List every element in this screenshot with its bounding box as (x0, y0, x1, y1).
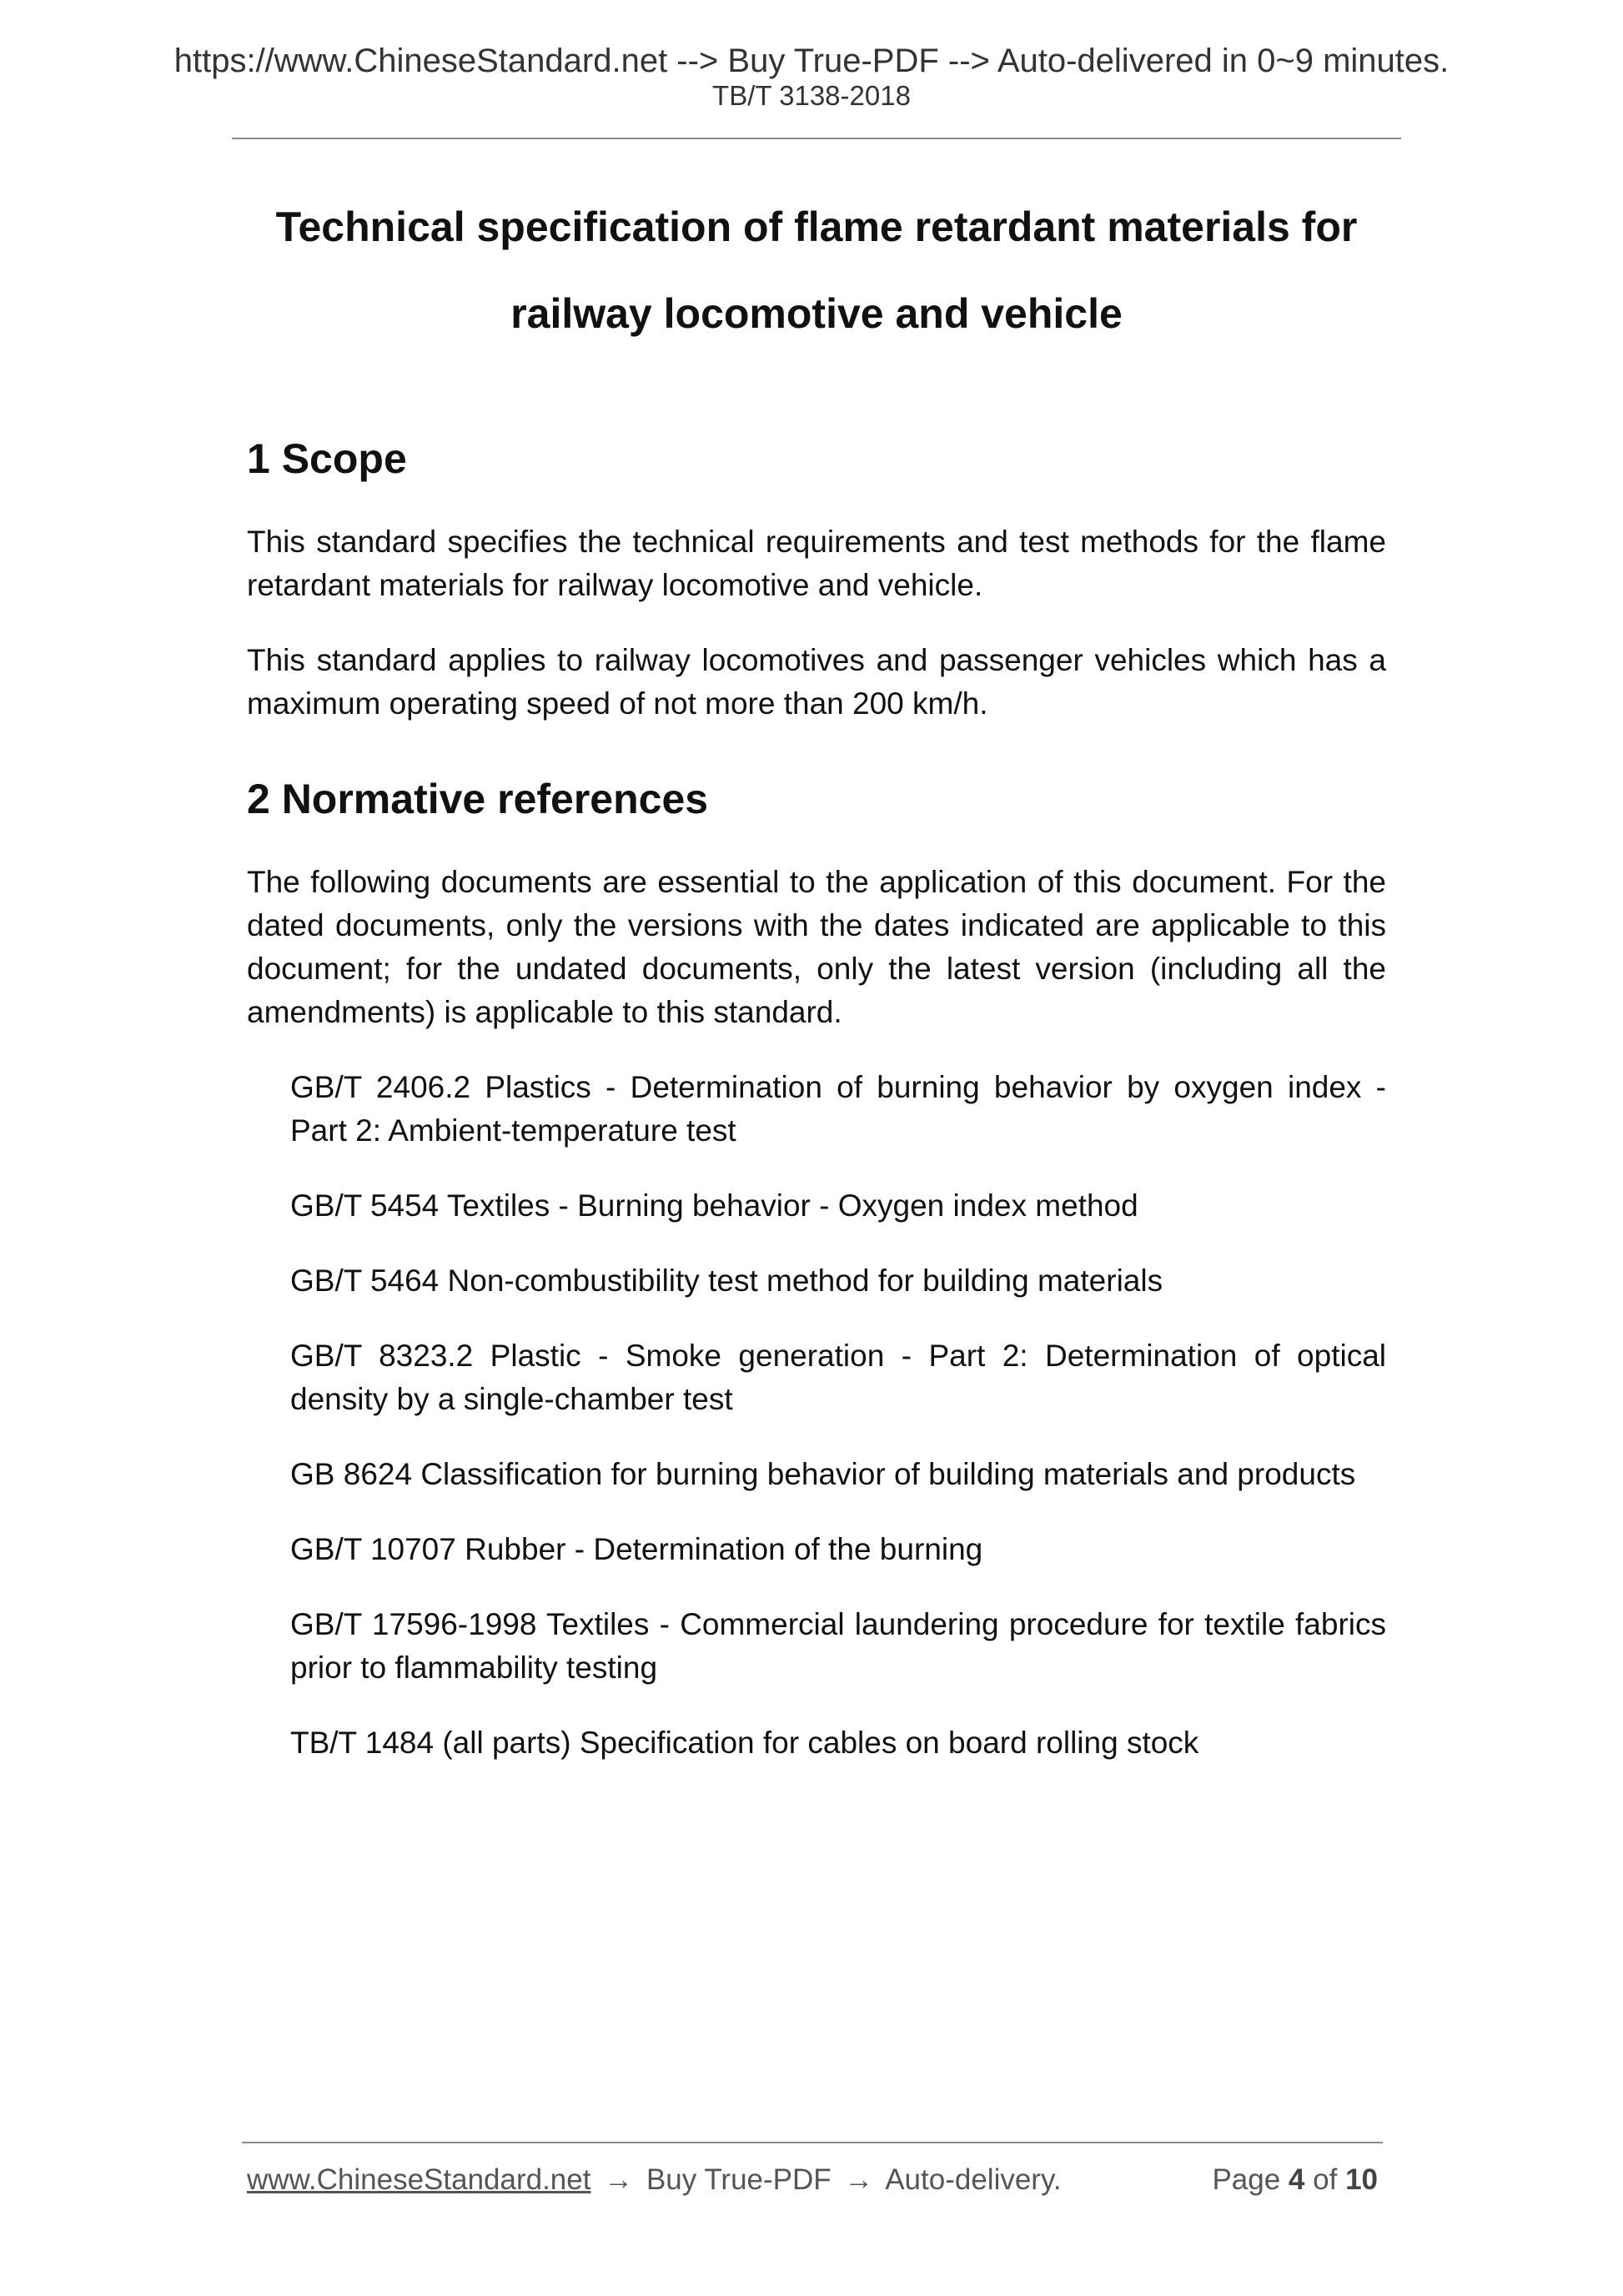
page-label: Page (1212, 2163, 1281, 2196)
arrow-right-icon: → (844, 2163, 874, 2196)
reference-item: GB 8624 Classification for burning behavior of building materials and products (290, 1457, 1356, 1491)
section-heading-normative-references: 2 Normative references (247, 776, 709, 822)
scope-paragraph-1: This standard specifies the technical requirements and test methods for the flame retardant materials for railway locomotive and vehicle. (247, 525, 1386, 602)
footer-site-link[interactable]: www.ChineseStandard.net (247, 2163, 591, 2196)
reference-item: GB/T 17596-1998 Textiles - Commercial laundering procedure for textile fabrics prior to flammability testing (290, 1607, 1386, 1685)
normative-intro-paragraph: The following documents are essential to the application of this document. For the dated documents, only the versions with the dates indicated are applicable to this document; for the undated documents, only the latest version (including all the amendments) is applicable to this standard. (247, 865, 1386, 1029)
page-number (1212, 2162, 1378, 2198)
reference-item: TB/T 1484 (all parts) Specification for cables on board rolling stock (290, 1726, 1199, 1760)
reference-item: GB/T 5454 Textiles - Burning behavior - Oxygen index method (290, 1188, 1138, 1223)
reference-item: GB/T 5464 Non-combustibility test method for building materials (290, 1264, 1163, 1298)
page-of-label: of (1313, 2163, 1338, 2196)
title-line-1: Technical specification of flame retardant materials for (275, 203, 1358, 250)
scope-paragraph-2: This standard applies to railway locomotives and passenger vehicles which has a maximum operating speed of not more than 200 km/h. (247, 643, 1386, 721)
reference-item: GB/T 8323.2 Plastic - Smoke generation - Part 2: Determination of optical density by a single-chamber test (290, 1339, 1386, 1416)
document-code: TB/T 3138-2018 (712, 80, 911, 111)
footer-divider (242, 2142, 1383, 2143)
page-current: 4 (1288, 2163, 1305, 2196)
arrow-right-icon: → (604, 2163, 634, 2196)
top-banner-link[interactable]: https://www.ChineseStandard.net --> Buy True-PDF --> Auto-delivered in 0~9 minutes. (173, 43, 1450, 79)
reference-item: GB/T 2406.2 Plastics - Determination of burning behavior by oxygen index - Part 2: Ambient-temperature test (290, 1070, 1386, 1148)
header-divider (232, 138, 1401, 139)
section-heading-scope: 1 Scope (247, 435, 407, 482)
footer-delivery-text: Auto-delivery. (885, 2163, 1062, 2196)
reference-item: GB/T 10707 Rubber - Determination of the burning (290, 1532, 983, 1566)
page-total: 10 (1345, 2163, 1378, 2196)
page-content (247, 183, 1386, 1765)
page-footer (247, 2162, 1378, 2198)
reference-list (247, 1034, 1386, 1765)
document-title (247, 183, 1386, 357)
footer-buy-text: Buy True-PDF (646, 2163, 832, 2196)
title-line-2: railway locomotive and vehicle (510, 290, 1123, 337)
